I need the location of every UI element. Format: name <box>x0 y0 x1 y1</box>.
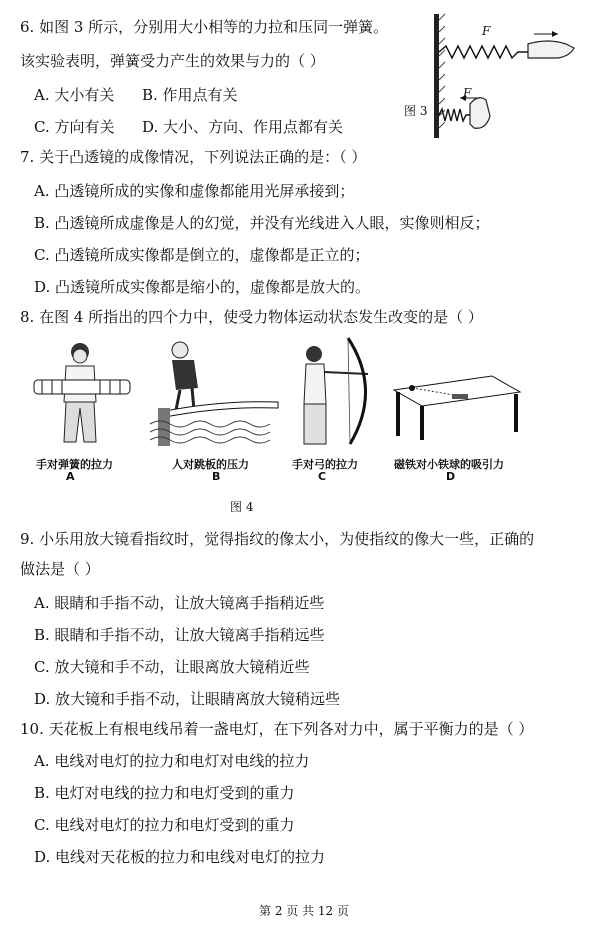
q7-option-b: B. 凸透镜所成虚像是人的幻觉，并没有光线进入人眼，实像则相反； <box>34 214 490 232</box>
q10-option-c: C. 电线对电灯的拉力和电灯受到的重力 <box>34 816 295 834</box>
q6-option-b: B. 作用点有关 <box>142 86 238 104</box>
force-label-top: F <box>482 24 491 38</box>
figure-4a-letter: A <box>66 470 75 483</box>
q7-option-d: D. 凸透镜所成实像都是缩小的，虚像都是放大的。 <box>34 278 371 296</box>
q10-option-d: D. 电线对天花板的拉力和电线对电灯的拉力 <box>34 848 326 866</box>
q10-option-b: B. 电灯对电线的拉力和电灯受到的重力 <box>34 784 295 802</box>
q6-stem-line2: 该实验表明，弹簧受力产生的效果与力的（ ） <box>20 52 325 70</box>
q9-option-c: C. 放大镜和手不动，让眼离放大镜稍近些 <box>34 658 310 676</box>
page-footer: 第 2 页 共 12 页 <box>259 904 349 918</box>
q6-option-c: C. 方向有关 <box>34 118 115 136</box>
figure-3-spring-diagram <box>398 12 598 142</box>
q9-stem-line2: 做法是（ ） <box>20 560 100 578</box>
figure-3-label: 图 3 <box>404 104 428 118</box>
q7-option-c: C. 凸透镜所成实像都是倒立的，虚像都是正立的； <box>34 246 370 264</box>
q10-stem: 10. 天花板上有根电线吊着一盏电灯，在下列各对力中，属于平衡力的是（ ） <box>20 720 534 738</box>
figure-4a-caption: 手对弹簧的拉力 <box>36 458 113 471</box>
figure-4d-letter: D <box>446 470 456 483</box>
q6-option-d: D. 大小、方向、作用点都有关 <box>142 118 344 136</box>
q6-option-a: A. 大小有关 <box>34 86 115 104</box>
figure-4d-caption: 磁铁对小铁球的吸引力 <box>394 458 504 471</box>
q9-option-a: A. 眼睛和手指不动，让放大镜离手指稍近些 <box>34 594 325 612</box>
figure-4c-archer <box>290 334 380 450</box>
figure-4b-letter: B <box>212 470 221 483</box>
q8-stem: 8. 在图 4 所指出的四个力中，使受力物体运动状态发生改变的是（ ） <box>20 308 483 326</box>
figure-4b-caption: 人对跳板的压力 <box>172 458 249 471</box>
figure-4-label: 图 4 <box>230 500 254 514</box>
q6-stem-line1: 6. 如图 3 所示，分别用大小相等的力拉和压同一弹簧。 <box>20 18 389 36</box>
q7-stem: 7. 关于凸透镜的成像情况，下列说法正确的是：（ ） <box>20 148 367 166</box>
figure-4d-magnet-table <box>388 370 522 442</box>
figure-4c-caption: 手对弓的拉力 <box>292 458 358 471</box>
q9-option-b: B. 眼睛和手指不动，让放大镜离手指稍远些 <box>34 626 325 644</box>
figure-4c-letter: C <box>318 470 327 483</box>
q9-option-d: D. 放大镜和手指不动，让眼睛离放大镜稍远些 <box>34 690 341 708</box>
q7-option-a: A. 凸透镜所成的实像和虚像都能用光屏承接到； <box>34 182 355 200</box>
q10-option-a: A. 电线对电灯的拉力和电灯对电线的拉力 <box>34 752 310 770</box>
figure-4b-diving-board <box>150 338 280 450</box>
figure-4a-spring-puller <box>28 338 138 450</box>
q9-stem-line1: 9. 小乐用放大镜看指纹时，觉得指纹的像太小，为使指纹的像大一些，正确的 <box>20 530 535 548</box>
force-label-bottom: F <box>463 86 472 100</box>
